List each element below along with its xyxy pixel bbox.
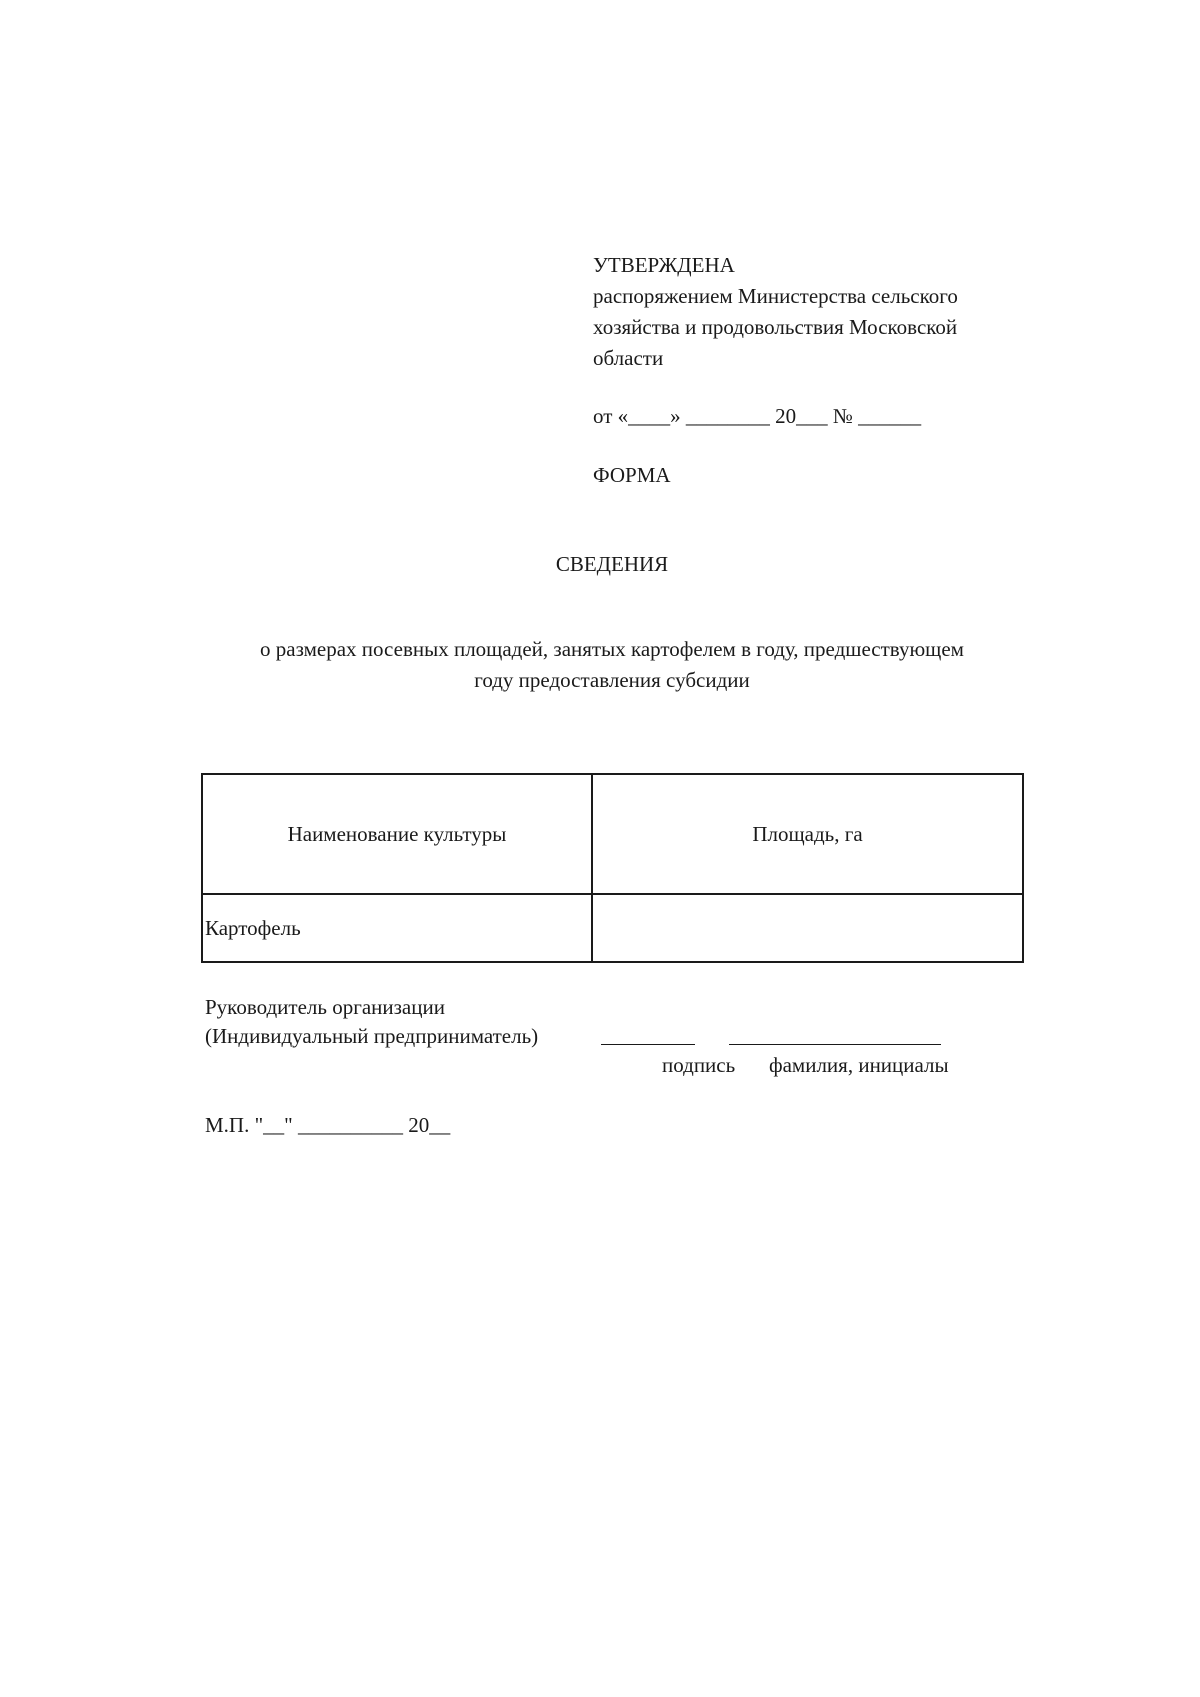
table-row (202, 894, 1023, 962)
approval-heading: УТВЕРЖДЕНА (593, 253, 735, 277)
cell-area-value[interactable] (592, 894, 1023, 962)
stamp-date-line: М.П. "__" __________ 20__ (205, 1113, 451, 1137)
crop-area-table (201, 773, 1024, 963)
document-title: СВЕДЕНИЯ (555, 552, 669, 576)
name-initials-blank[interactable] (729, 1044, 941, 1045)
name-initials-caption: фамилия, инициалы (769, 1053, 949, 1077)
signatory-title-line-1: Руководитель организации (205, 995, 445, 1019)
form-label: ФОРМА (593, 463, 671, 487)
header-crop-name: Наименование культуры (202, 774, 592, 894)
document-subtitle (0, 634, 1200, 696)
subtitle-line-2: году предоставления субсидии (474, 668, 750, 692)
signature-caption: подпись (662, 1053, 736, 1077)
cell-crop-name: Картофель (202, 894, 592, 962)
approval-line-1: распоряжением Министерства сельского (593, 284, 958, 308)
approval-line-2: хозяйства и продовольствия Московской (593, 315, 958, 339)
approval-date-line: от «____» ________ 20___ № ______ (593, 404, 922, 428)
signature-blank[interactable] (601, 1044, 695, 1045)
header-area: Площадь, га (592, 774, 1023, 894)
approval-block (593, 250, 1043, 374)
table-header-row (202, 774, 1023, 894)
subtitle-line-1: о размерах посевных площадей, занятых картофелем в году, предшествующем (260, 637, 964, 661)
signatory-title-line-2: (Индивидуальный предприниматель) (205, 1024, 539, 1048)
approval-line-3: области (593, 346, 664, 370)
